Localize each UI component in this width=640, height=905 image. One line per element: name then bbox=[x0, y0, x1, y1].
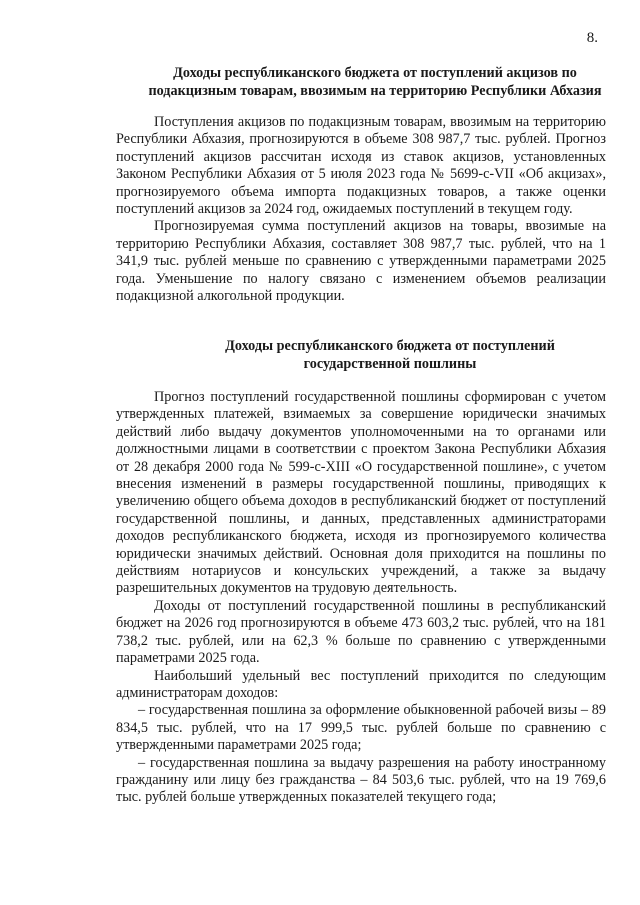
paragraph: Наибольший удельный вес поступлений приходится по следующим администраторам доходов: bbox=[116, 667, 606, 701]
paragraph: Доходы от поступлений государственной пошлины в республиканский бюджет на 2026 год прогнозируются в объеме 473 603,2 тыс. рублей, что на 181 738,2 тыс. рублей, или на 62,3 % больше по сравнению с утвержденными параметрами 2025 года. bbox=[116, 597, 606, 667]
paragraph: Прогноз поступлений государственной пошлины сформирован с учетом утвержденных платежей, взимаемых за совершение юридически значимых действий либо выдачу документов уполномоченными на то органами или должностными лицами в соответствии с проектом Закона Республики Абхазия от 28 декабря 2000 года № 599-с-XIII «О государственной пошлине», с учетом внесения изменений в размеры государственной пошлины, приводящих к увеличению общего объема доходов в республиканский бюджет от поступлений государственной пошлины, и данных, представленных администраторами доходов республиканского бюджета, исходя из прогнозируемого количества юридически значимых действий. Основная доля приходится на пошлины по действиям нотариусов и консульских учреждений, а также за выдачу разрешительных документов на трудовую деятельность. bbox=[116, 389, 606, 597]
section-heading-state-duty: Доходы республиканского бюджета от поступлений государственной пошлины bbox=[225, 338, 555, 372]
page-number: 8. bbox=[586, 30, 598, 46]
section-body-excise bbox=[116, 114, 606, 305]
section-heading-excise: Доходы республиканского бюджета от поступлений акцизов по подакцизным товарам, ввозимым на территорию Республики Абхазия bbox=[148, 65, 602, 99]
paragraph: Прогнозируемая сумма поступлений акцизов на товары, ввозимые на территорию Республики Абхазия, составляет 308 987,7 тыс. рублей, что на 1 341,9 тыс. рублей меньше по сравнению с утвержденными параметрами 2025 года. Уменьшение по налогу связано с изменением объемов реализации подакцизной алкогольной продукции. bbox=[116, 218, 606, 305]
list-item: – государственная пошлина за выдачу разрешения на работу иностранному гражданину или лицу без гражданства – 84 503,6 тыс. рублей, что на 19 769,6 тыс. рублей больше утвержденных показателей текущего года; bbox=[116, 754, 606, 806]
paragraph: Поступления акцизов по подакцизным товарам, ввозимым на территорию Республики Абхазия, прогнозируются в объеме 308 987,7 тыс. рублей. Прогноз поступлений акцизов рассчитан исходя из ставок акцизов, установленных Законом Республики Абхазия от 5 июля 2023 года № 5699-с-VII «Об акцизах», прогнозируемого объема импорта подакцизных товаров, а также оценки поступлений акцизов за 2024 год, ожидаемых поступлений в текущем году. bbox=[116, 114, 606, 218]
section-body-state-duty bbox=[116, 389, 606, 807]
list-item: – государственная пошлина за оформление обыкновенной рабочей визы – 89 834,5 тыс. рублей, что на 17 999,5 тыс. рублей больше по сравнению с утвержденными параметрами 2025 года; bbox=[116, 702, 606, 754]
